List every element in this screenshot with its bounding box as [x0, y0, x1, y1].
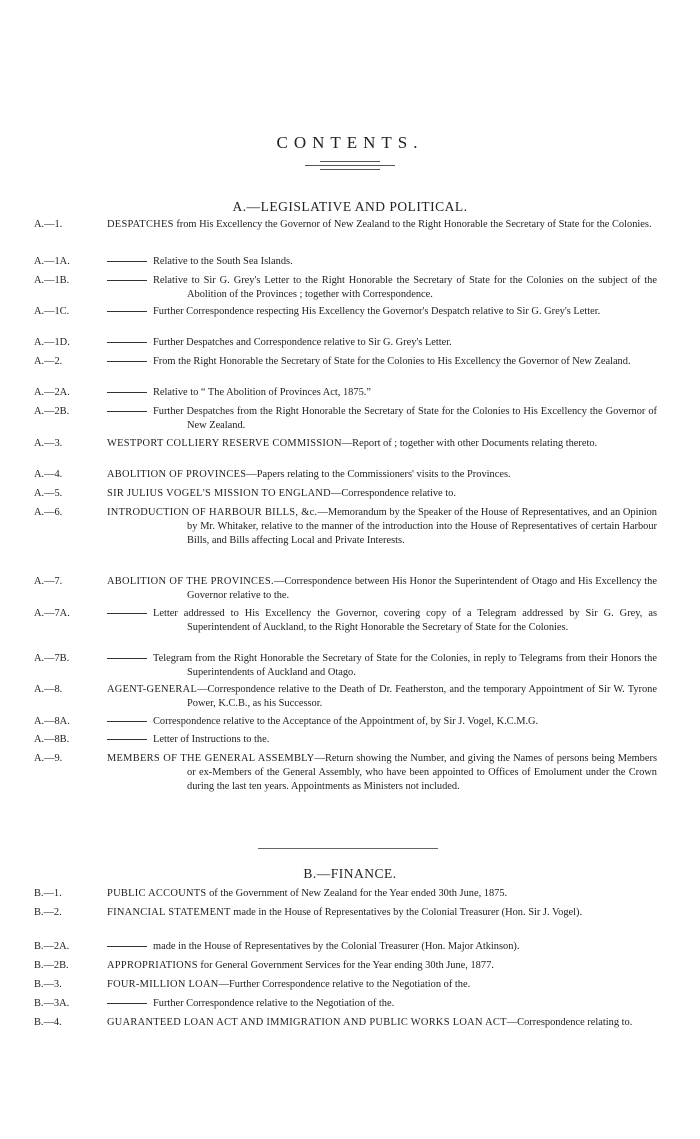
entry-text: Relative to “ The Abolition of Provinces Act, 1875.”: [153, 387, 371, 398]
entry-code: A.—7A.: [34, 608, 70, 619]
entry-body: [107, 733, 657, 747]
entry-text: —Correspondence relative to the Death of Dr. Featherston, and the temporary Appointment of Sir W. Tyrone Power, K.C.B., as his Successor.: [187, 684, 657, 709]
entry-lead: ABOLITION OF THE PROVINCES.: [107, 576, 274, 587]
contents-entry: [0, 752, 700, 794]
contents-entry: [0, 652, 700, 680]
entry-text: —Report of ; together with other Documents relating thereto.: [341, 438, 598, 449]
contents-entry: [0, 255, 700, 269]
entry-body: [107, 355, 657, 369]
entry-code: A.—8.: [34, 684, 63, 695]
contents-entry: [0, 715, 700, 729]
entry-text: Further Correspondence respecting His Excellency the Governor's Despatch relative to Sir G. Grey's Letter.: [153, 306, 601, 317]
entry-body: [107, 575, 657, 603]
entry-code: A.—1A.: [34, 256, 70, 267]
entry-body: [107, 940, 657, 954]
entry-body: [107, 1016, 657, 1030]
ditto-dash: [107, 721, 147, 722]
ditto-dash: [107, 311, 147, 312]
entry-code: B.—2A.: [34, 941, 70, 952]
entry-text: Telegram from the Right Honorable the Secretary of State for the Colonies, in reply to Telegrams from their Honors the Superintendents of Auckland and Otago.: [153, 653, 657, 678]
entry-text: —Memorandum by the Speaker of the House of Representatives, and an Opinion by Mr. Whitaker, relative to the manner of the introduction into the House of Representatives of certain Harbour Bills, and Bills affecting Local and Private Interests.: [187, 507, 657, 546]
contents-entry: [0, 506, 700, 548]
contents-entry: [0, 437, 700, 451]
entry-body: [107, 683, 657, 711]
ditto-dash: [107, 392, 147, 393]
entry-text: —Correspondence relative to.: [330, 488, 456, 499]
entry-text: Letter of Instructions to the.: [153, 734, 270, 745]
entry-code: A.—7B.: [34, 653, 70, 664]
section-a-heading: A.—LEGISLATIVE AND POLITICAL.: [232, 199, 468, 214]
entry-text: Further Correspondence relative to the Negotiation of the.: [153, 998, 395, 1009]
entry-code: A.—8A.: [34, 716, 70, 727]
contents-entry: [0, 355, 700, 369]
entry-text: Further Despatches from the Right Honorable the Secretary of State for the Colonies to His Excellency the Governor of New Zealand.: [153, 406, 657, 431]
ditto-dash: [107, 361, 147, 362]
contents-entry: [0, 959, 700, 973]
entry-code: B.—2B.: [34, 960, 69, 971]
title-ornament: [0, 161, 700, 170]
entry-body: [107, 255, 657, 269]
entry-lead: FINANCIAL STATEMENT: [107, 907, 231, 918]
entry-lead: PUBLIC ACCOUNTS: [107, 888, 207, 899]
entry-code: A.—5.: [34, 488, 63, 499]
entry-body: [107, 487, 657, 501]
entry-text: From the Right Honorable the Secretary of State for the Colonies to His Excellency the Governor of New Zealand.: [153, 356, 631, 367]
contents-entry: [0, 607, 700, 635]
contents-entry: [0, 487, 700, 501]
entry-code: B.—1.: [34, 888, 62, 899]
entry-code: A.—6.: [34, 507, 63, 518]
contents-entry: [0, 906, 700, 920]
entry-lead: ABOLITION OF PROVINCES: [107, 469, 247, 480]
entry-text: of the Government of New Zealand for the Year ended 30th June, 1875.: [206, 888, 508, 899]
contents-entry: [0, 575, 700, 603]
ditto-dash: [107, 411, 147, 412]
contents-entry: [0, 336, 700, 350]
entry-body: [107, 652, 657, 680]
entry-body: [107, 715, 657, 729]
entry-body: [107, 506, 657, 548]
entry-code: A.—2.: [34, 356, 63, 367]
entry-code: A.—7.: [34, 576, 63, 587]
ditto-dash: [107, 342, 147, 343]
entry-text: made in the House of Representatives by the Colonial Treasurer (Hon. Major Atkinson).: [153, 941, 520, 952]
entry-text: Relative to the South Sea Islands.: [153, 256, 293, 267]
entry-body: [107, 959, 657, 973]
contents-entry: [0, 978, 700, 992]
entry-body: [107, 887, 657, 901]
entry-body: [107, 437, 657, 451]
contents-entry: [0, 274, 700, 302]
entry-code: B.—4.: [34, 1017, 62, 1028]
entry-code: A.—8B.: [34, 734, 70, 745]
entry-body: [107, 305, 657, 319]
entry-lead: APPROPRIATIONS: [107, 960, 198, 971]
entry-code: A.—1.: [34, 219, 63, 230]
entry-lead: DESPATCHES: [107, 219, 174, 230]
entry-body: [107, 978, 657, 992]
entry-body: [107, 218, 657, 232]
entry-text: Further Despatches and Correspondence relative to Sir G. Grey's Letter.: [153, 337, 452, 348]
contents-entry: [0, 468, 700, 482]
entry-text: —Papers relating to the Commissioners' visits to the Provinces.: [246, 469, 511, 480]
contents-entry: [0, 940, 700, 954]
entry-text: from His Excellency the Governor of New Zealand to the Right Honorable the Secretary of State for the Colonies.: [173, 219, 652, 230]
entry-lead: SIR JULIUS VOGEL'S MISSION TO ENGLAND: [107, 488, 331, 499]
entry-lead: INTRODUCTION OF HARBOUR BILLS, &c.: [107, 507, 318, 518]
entry-text: —Correspondence between His Honor the Superintendent of Otago and His Excellency the Governor relative to the.: [187, 576, 657, 601]
entry-code: B.—3.: [34, 979, 62, 990]
ditto-dash: [107, 946, 147, 947]
entry-lead: GUARANTEED LOAN ACT AND IMMIGRATION AND PUBLIC WORKS LOAN ACT: [107, 1017, 507, 1028]
ditto-dash: [107, 1003, 147, 1004]
entry-text: made in the House of Representatives by the Colonial Treasurer (Hon. Sir J. Vogel).: [230, 907, 583, 918]
entry-text: —Further Correspondence relative to the Negotiation of the.: [218, 979, 471, 990]
entry-body: [107, 468, 657, 482]
contents-entry: [0, 405, 700, 433]
entry-code: B.—3A.: [34, 998, 70, 1009]
entry-body: [107, 386, 657, 400]
ditto-dash: [107, 261, 147, 262]
ditto-dash: [107, 658, 147, 659]
entry-text: Letter addressed to His Excellency the Governor, covering copy of a Telegram addressed by Sir G. Grey, as Superintendent of Auckland, to the Right Honorable the Secretary of State for the Colonies.: [153, 608, 657, 633]
contents-entry: [0, 1016, 700, 1030]
page-title: CONTENTS.: [276, 133, 424, 152]
entry-code: A.—1D.: [34, 337, 70, 348]
contents-entry: [0, 305, 700, 319]
entry-code: A.—4.: [34, 469, 63, 480]
contents-entry: [0, 218, 700, 232]
section-b-heading: B.—FINANCE.: [303, 866, 397, 881]
entry-code: A.—1C.: [34, 306, 70, 317]
contents-entry: [0, 386, 700, 400]
section-divider: [258, 848, 438, 849]
entry-text: for General Government Services for the Year ending 30th June, 1877.: [197, 960, 494, 971]
ditto-dash: [107, 739, 147, 740]
entry-code: B.—2.: [34, 907, 62, 918]
entry-text: —Return showing the Number, and giving the Names of persons being Members or ex-Members of the General Assembly, who have been appointed to Offices of Emolument under the Crown during the last ten years. Appointments as Ministers not included.: [187, 753, 657, 792]
entry-lead: FOUR-MILLION LOAN: [107, 979, 219, 990]
entry-lead: MEMBERS OF THE GENERAL ASSEMBLY: [107, 753, 315, 764]
entry-code: A.—2B.: [34, 406, 70, 417]
contents-entry: [0, 733, 700, 747]
entry-text: Relative to Sir G. Grey's Letter to the Right Honorable the Secretary of State for the Colonies on the subject of the Abolition of the Provinces ; together with Correspondence.: [153, 275, 657, 300]
entry-body: [107, 607, 657, 635]
entry-body: [107, 405, 657, 433]
entry-code: A.—1B.: [34, 275, 70, 286]
entry-code: A.—3.: [34, 438, 63, 449]
entry-lead: WESTPORT COLLIERY RESERVE COMMISSION: [107, 438, 342, 449]
contents-entry: [0, 997, 700, 1011]
entry-body: [107, 274, 657, 302]
entry-body: [107, 997, 657, 1011]
entry-lead: AGENT-GENERAL: [107, 684, 198, 695]
contents-entry: [0, 683, 700, 711]
entry-code: A.—9.: [34, 753, 63, 764]
ditto-dash: [107, 280, 147, 281]
ditto-dash: [107, 613, 147, 614]
entry-code: A.—2A.: [34, 387, 70, 398]
entry-body: [107, 906, 657, 920]
entry-text: Correspondence relative to the Acceptance of the Appointment of, by Sir J. Vogel, K.C.M.G.: [153, 716, 539, 727]
contents-entry: [0, 887, 700, 901]
entry-body: [107, 752, 657, 794]
entry-text: —Correspondence relating to.: [506, 1017, 633, 1028]
entry-body: [107, 336, 657, 350]
